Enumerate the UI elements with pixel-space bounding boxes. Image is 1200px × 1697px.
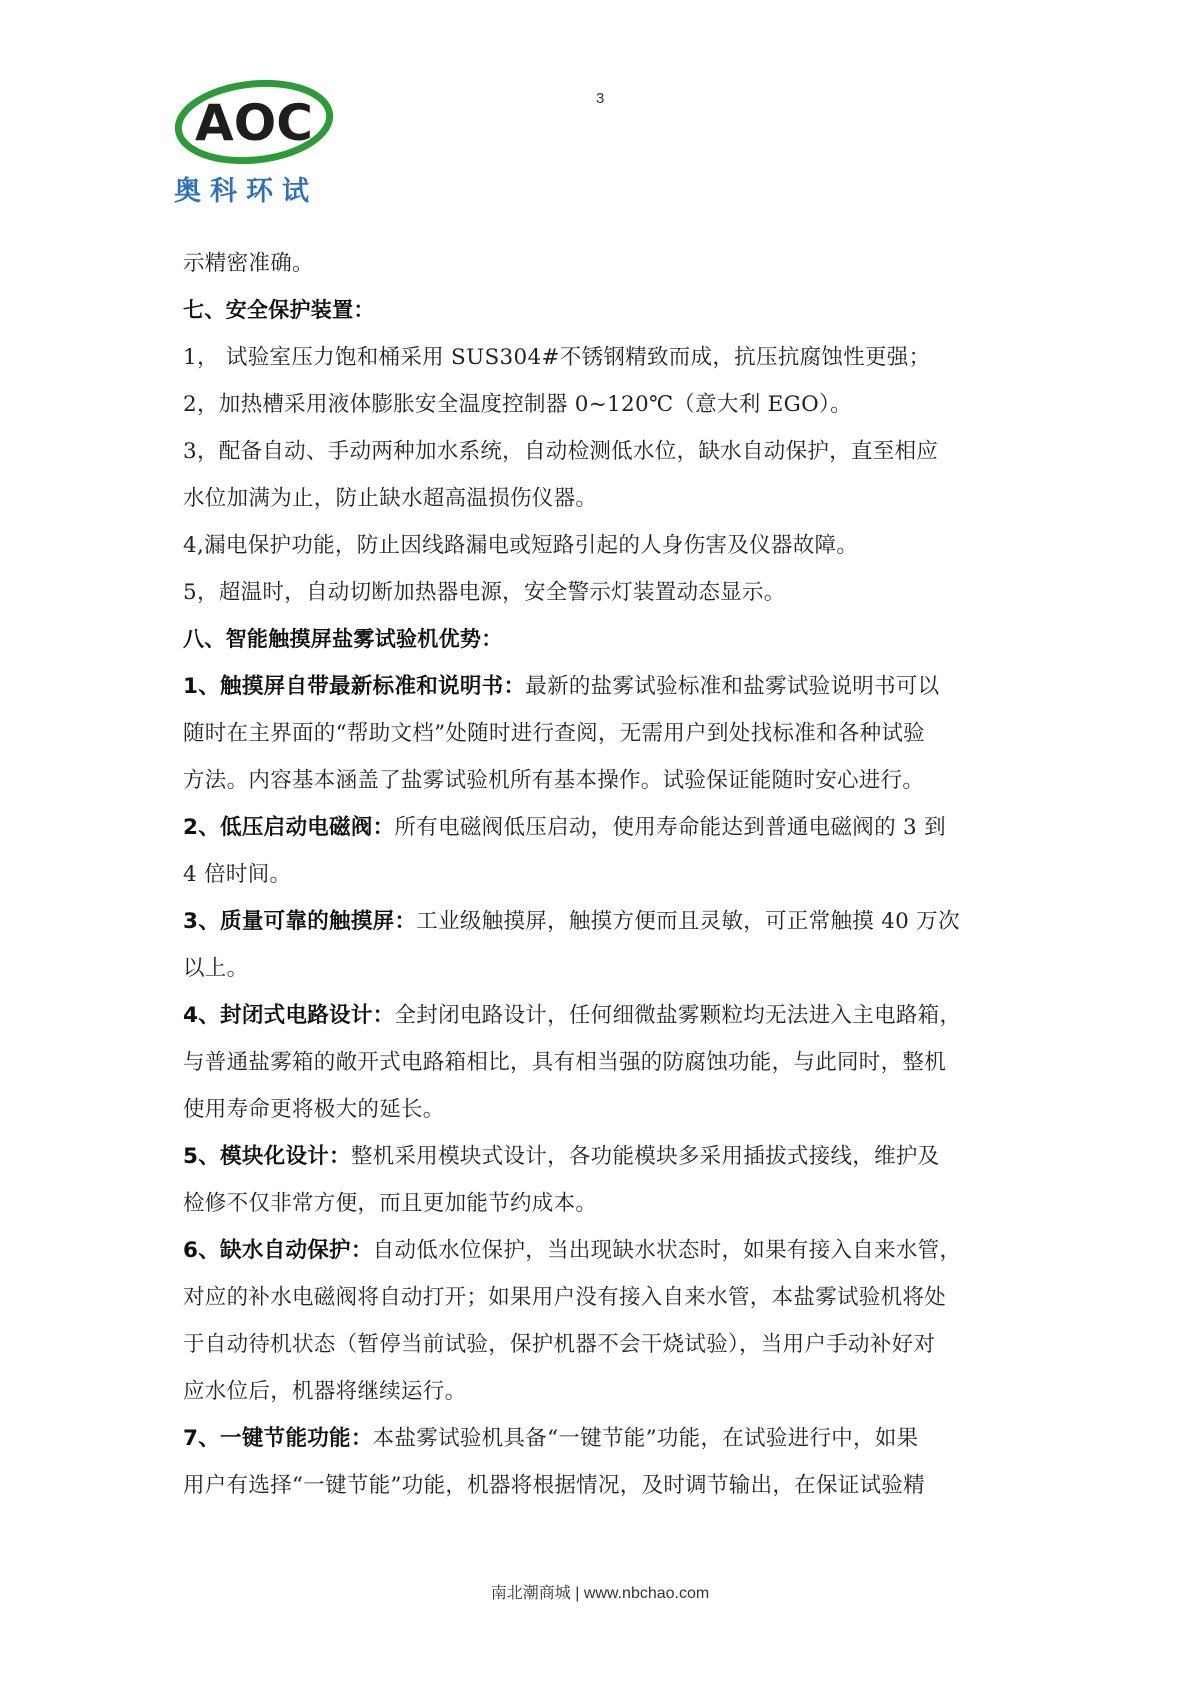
feature-text: 自动低水位保护，当出现缺水状态时，如果有接入自来水管， <box>372 1238 962 1263</box>
section-7-item: 4,漏电保护功能，防止因线路漏电或短路引起的人身伤害及仪器故障。 <box>183 533 859 558</box>
feature-term: 2、低压启动电磁阀： <box>183 815 395 840</box>
section-7-item: 1， 试验室压力饱和桶采用 SUS304#不锈钢精致而成，抗压抗腐蚀性更强； <box>183 345 931 370</box>
feature-text: 使用寿命更将极大的延长。 <box>183 1097 445 1122</box>
section-7-item: 5，超温时，自动切断加热器电源，安全警示灯装置动态显示。 <box>183 580 786 605</box>
feature-text: 与普通盐雾箱的敞开式电路箱相比，具有相当强的防腐蚀功能，与此同时，整机 <box>183 1050 947 1075</box>
page-number: 3 <box>596 90 605 107</box>
page-footer: 南北潮商城 | www.nbchao.com <box>490 1585 710 1602</box>
feature-term: 1、触摸屏自带最新标准和说明书： <box>183 674 526 699</box>
section-7-item: 3，配备自动、手动两种加水系统，自动检测低水位，缺水自动保护，直至相应 <box>183 439 939 464</box>
logo-subtitle: 奥科环试 <box>174 176 318 207</box>
feature-line <box>183 1415 1028 1462</box>
feature-text: 应水位后，机器将继续运行。 <box>183 1379 467 1404</box>
feature-text: 全封闭电路设计，任何细微盐雾颗粒均无法进入主电路箱， <box>394 1003 962 1028</box>
feature-text: 对应的补水电磁阀将自动打开；如果用户没有接入自来水管，本盐雾试验机将处 <box>183 1285 947 1310</box>
feature-term: 7、一键节能功能： <box>183 1426 373 1451</box>
feature-line <box>183 898 1028 945</box>
feature-text: 整机采用模块式设计，各功能模块多采用插拔式接线，维护及 <box>350 1144 940 1169</box>
feature-text: 本盐雾试验机具备“一键节能”功能，在试验进行中，如果 <box>372 1426 919 1451</box>
feature-term: 6、缺水自动保护： <box>183 1238 373 1263</box>
section-8-heading: 八、智能触摸屏盐雾试验机优势： <box>183 627 503 651</box>
company-logo <box>174 78 346 210</box>
feature-text: 随时在主界面的“帮助文档”处随时进行查阅，无需用户到处找标准和各种试验 <box>183 721 925 746</box>
feature-text: 于自动待机状态（暂停当前试验，保护机器不会干烧试验），当用户手动补好对 <box>183 1332 936 1357</box>
feature-text: 用户有选择“一键节能”功能，机器将根据情况，及时调节输出，在保证试验精 <box>183 1473 925 1498</box>
feature-text: 以上。 <box>183 956 249 981</box>
logo-text: AOC <box>195 94 313 152</box>
feature-line <box>183 804 1028 851</box>
feature-text: 所有电磁阀低压启动，使用寿命能达到普通电磁阀的 3 到 <box>394 815 946 840</box>
feature-text: 方法。内容基本涵盖了盐雾试验机所有基本操作。试验保证能随时安心进行。 <box>183 768 925 793</box>
section-7-heading: 七、安全保护装置： <box>183 298 375 322</box>
document-body <box>183 240 1028 1509</box>
feature-text: 工业级触摸屏，触摸方便而且灵敏，可正常触摸 40 万次 <box>416 909 960 934</box>
feature-line <box>183 1133 1028 1180</box>
aoc-logo-icon <box>174 78 346 210</box>
feature-line <box>183 992 1028 1039</box>
feature-term: 4、封闭式电路设计： <box>183 1003 395 1028</box>
intro-fragment: 示精密准确。 <box>183 251 314 276</box>
feature-line <box>183 1227 1028 1274</box>
feature-text: 4 倍时间。 <box>183 862 292 887</box>
section-7-item: 2，加热槽采用液体膨胀安全温度控制器 0~120℃（意大利 EGO）。 <box>183 392 852 417</box>
section-7-item: 水位加满为止，防止缺水超高温损伤仪器。 <box>183 486 598 511</box>
feature-term: 3、质量可靠的触摸屏： <box>183 909 417 934</box>
feature-text: 检修不仅非常方便，而且更加能节约成本。 <box>183 1191 598 1216</box>
feature-text: 最新的盐雾试验标准和盐雾试验说明书可以 <box>525 674 940 699</box>
feature-term: 5、模块化设计： <box>183 1144 351 1169</box>
feature-line <box>183 663 1028 710</box>
